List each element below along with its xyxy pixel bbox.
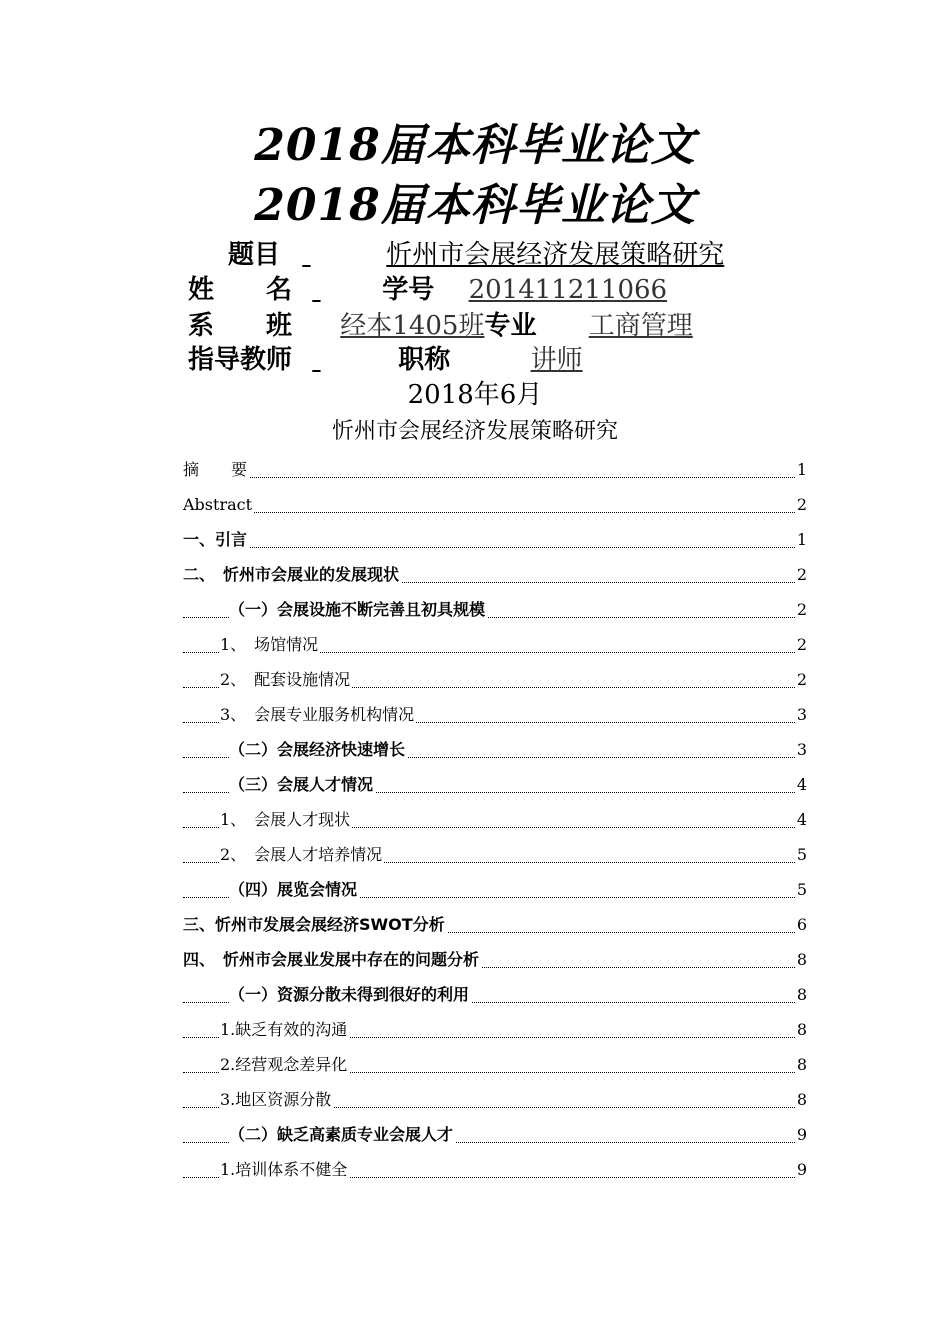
advisor-label: 指导教师 <box>188 345 293 375</box>
thesis-title-line-2: 2018届本科毕业论文 <box>254 180 696 231</box>
rank-value: 讲师 <box>530 345 583 375</box>
name-row <box>188 273 667 307</box>
class-value: 经本1405班 <box>340 311 485 341</box>
topic-row <box>228 238 724 272</box>
toc-item[interactable]: （三）会展人才情况 4 <box>183 770 807 805</box>
topic-label: 题目 <box>228 240 281 270</box>
toc-item[interactable]: 摘 要 1 <box>183 455 807 490</box>
toc-item[interactable]: （一）会展设施不断完善且初具规模 2 <box>183 595 807 630</box>
table-of-contents <box>183 455 807 1190</box>
advisor-row <box>188 343 655 377</box>
name-blank <box>312 273 382 307</box>
toc-item[interactable]: （一）资源分散未得到很好的利用 8 <box>183 980 807 1015</box>
name-label: 姓 名 <box>188 275 293 305</box>
advisor-blank <box>312 343 398 377</box>
toc-item[interactable]: 2、 会展人才培养情况 5 <box>183 840 807 875</box>
toc-item[interactable]: （四）展览会情况 5 <box>183 875 807 910</box>
toc-item[interactable]: 2.经营观念差异化 8 <box>183 1050 807 1085</box>
toc-item[interactable]: 三、忻州市发展会展经济SWOT分析 6 <box>183 910 807 945</box>
toc-item[interactable]: 3.地区资源分散 8 <box>183 1085 807 1120</box>
major-value: 工商管理 <box>588 311 693 341</box>
toc-item[interactable]: 2、 配套设施情况 2 <box>183 665 807 700</box>
class-label: 系 班 <box>188 311 293 341</box>
major-label: 专业 <box>484 311 537 341</box>
id-label: 学号 <box>382 275 435 305</box>
id-value: 201411211066 <box>468 275 668 305</box>
toc-item[interactable]: 1、 会展人才现状 4 <box>183 805 807 840</box>
toc-item[interactable]: 一、引言 1 <box>183 525 807 560</box>
date: 2018年6月 <box>407 380 543 410</box>
toc-item[interactable]: 二、 忻州市会展业的发展现状 2 <box>183 560 807 595</box>
rank-label: 职称 <box>398 345 451 375</box>
toc-item[interactable]: 1.缺乏有效的沟通 8 <box>183 1015 807 1050</box>
toc-heading: 忻州市会展经济发展策略研究 <box>331 419 618 444</box>
thesis-title-line-1: 2018届本科毕业论文 <box>254 120 696 171</box>
toc-item[interactable]: （二）会展经济快速增长 3 <box>183 735 807 770</box>
topic-value: 忻州市会展经济发展策略研究 <box>386 240 725 270</box>
class-row <box>188 309 723 343</box>
toc-item[interactable]: 1.培训体系不健全 9 <box>183 1155 807 1190</box>
toc-item[interactable]: 1、 场馆情况 2 <box>183 630 807 665</box>
toc-item[interactable]: （二）缺乏高素质专业会展人才 9 <box>183 1120 807 1155</box>
toc-item[interactable]: Abstract 2 <box>183 490 807 525</box>
toc-item[interactable]: 四、 忻州市会展业发展中存在的问题分析 8 <box>183 945 807 980</box>
toc-item[interactable]: 3、 会展专业服务机构情况 3 <box>183 700 807 735</box>
